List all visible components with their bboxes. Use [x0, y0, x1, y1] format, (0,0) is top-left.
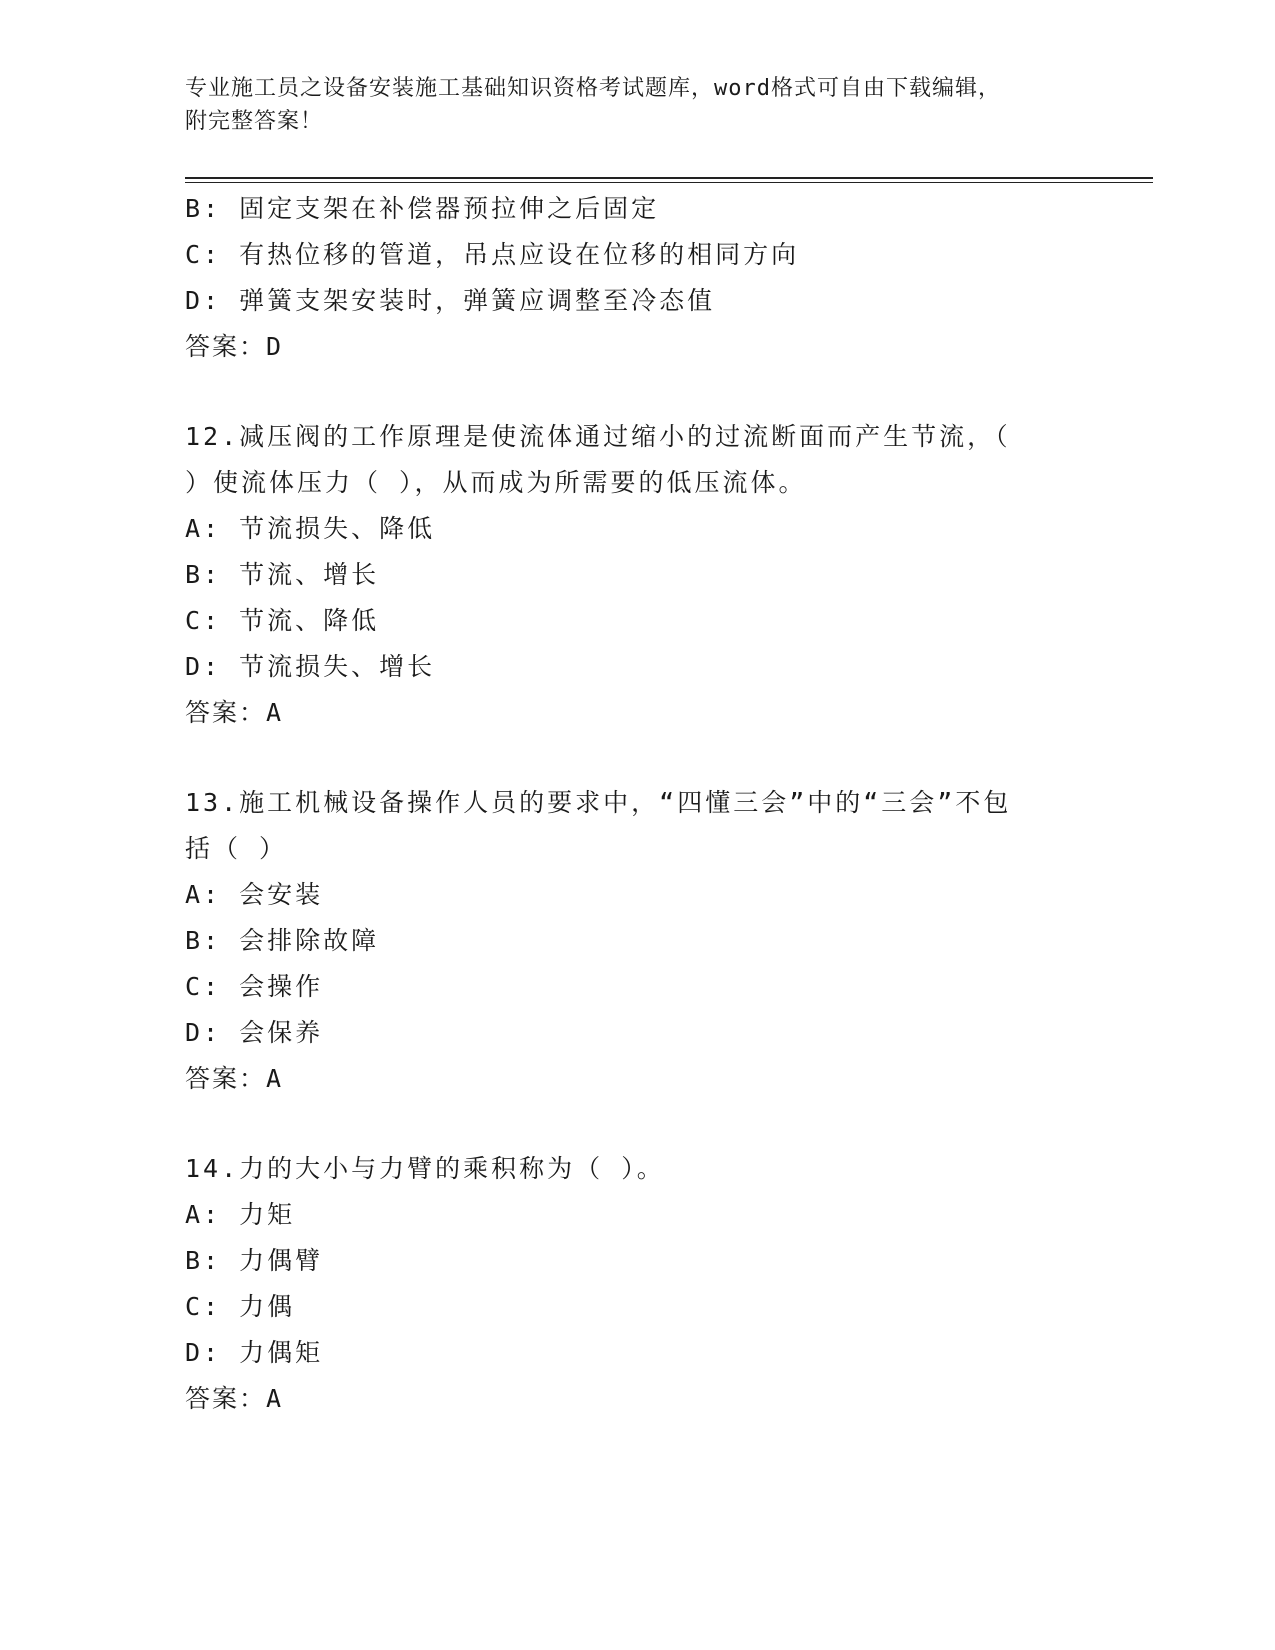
option-b: B: 会排除故障: [185, 926, 380, 955]
option-a: A: 节流损失、降低: [185, 514, 436, 543]
option-d: D: 会保养: [185, 1018, 324, 1047]
option-a: A: 会安装: [185, 880, 324, 909]
option-c: C: 力偶: [185, 1292, 296, 1321]
answer-value: A: [266, 1064, 284, 1093]
question-stem-line-2: ）使流体压力（ ），从而成为所需要的低压流体。: [185, 468, 807, 497]
answer-label: 答案：: [185, 1064, 267, 1093]
option-d: D: 力偶矩: [185, 1338, 324, 1367]
answer-line: [185, 690, 1085, 736]
question-spacer: [185, 370, 1085, 414]
question-spacer: [185, 736, 1085, 780]
answer-label: 答案：: [185, 1384, 267, 1413]
option-d: D: 弹簧支架安装时，弹簧应调整至冷态值: [185, 286, 716, 315]
answer-line: [185, 1376, 1085, 1422]
option-c: C: 节流、降低: [185, 606, 380, 635]
question-stem-line-1: 13.施工机械设备操作人员的要求中，“四懂三会”中的“三会”不包: [185, 788, 1012, 817]
answer-line: [185, 1056, 1085, 1102]
option-c: C: 会操作: [185, 972, 324, 1001]
answer-line: [185, 324, 1085, 370]
header-line-1: 专业施工员之设备安装施工基础知识资格考试题库，word格式可自由下载编辑，: [185, 76, 1001, 101]
answer-value: D: [266, 332, 284, 361]
question-list: [185, 186, 1085, 1422]
question-stem-line-1: 14.力的大小与力臂的乘积称为（ ）。: [185, 1154, 665, 1183]
question-14: [185, 1146, 1085, 1422]
question-spacer: [185, 1102, 1085, 1146]
question-13: [185, 780, 1085, 1102]
option-a: A: 力矩: [185, 1200, 296, 1229]
answer-value: A: [266, 1384, 284, 1413]
header-divider-thin: [185, 182, 1153, 183]
answer-value: A: [266, 698, 284, 727]
option-c: C: 有热位移的管道，吊点应设在位移的相同方向: [185, 240, 800, 269]
answer-label: 答案：: [185, 698, 267, 727]
question-11: [185, 186, 1085, 370]
header-line-2: 附完整答案！: [185, 109, 324, 134]
document-header: [185, 72, 1085, 138]
option-b: B: 力偶臂: [185, 1246, 324, 1275]
question-stem-line-2: 括（ ）: [185, 834, 288, 863]
question-stem-line-1: 12.减压阀的工作原理是使流体通过缩小的过流断面而产生节流，（: [185, 422, 1011, 451]
option-b: B: 固定支架在补偿器预拉伸之后固定: [185, 194, 660, 223]
option-b: B: 节流、增长: [185, 560, 380, 589]
question-12: [185, 414, 1085, 736]
answer-label: 答案：: [185, 332, 267, 361]
header-divider-thick: [185, 177, 1153, 179]
option-d: D: 节流损失、增长: [185, 652, 436, 681]
